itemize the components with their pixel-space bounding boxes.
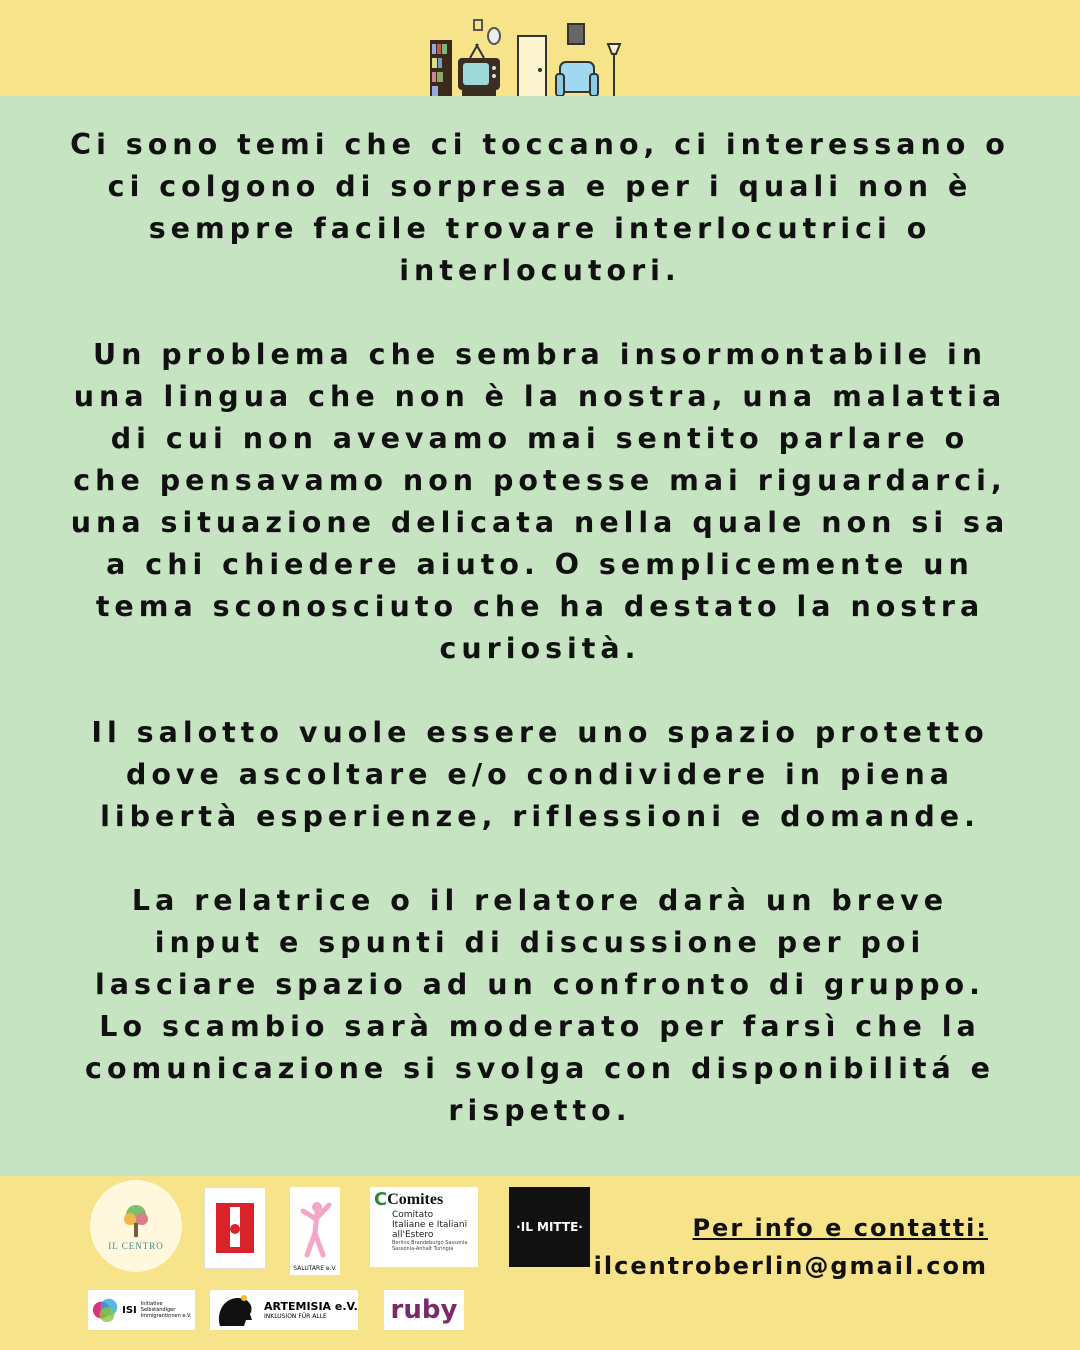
contact-title: Per info e contatti: xyxy=(692,1214,988,1242)
ruby-label: ruby xyxy=(390,1295,458,1325)
comites-title: Comites xyxy=(387,1190,444,1208)
bookshelf-icon xyxy=(430,40,452,100)
armchair-icon xyxy=(556,62,598,100)
tree-icon xyxy=(116,1201,156,1241)
artemisia-label: ARTEMISIA e.V. xyxy=(264,1300,358,1313)
isi-label: ISI xyxy=(122,1304,137,1316)
paragraph-salotto: Il salotto vuole essere uno spazio protetto dove ascoltare e/o condividere in piena libertà esperienze, riflessioni e domande. xyxy=(91,716,989,833)
donne-mark-icon xyxy=(210,1193,260,1263)
artemisia-sub: INKLUSION FÜR ALLE xyxy=(264,1313,327,1320)
description-text xyxy=(70,124,1010,1174)
paragraph-problems: Un problema che sembra insormontabile in una lingua che non è la nostra, una malattia di cui non avevamo mai sentito parlare o che pensavamo non potesse mai riguardarci, una situazione delicata nella quale non si sa a chi chiedere aiuto. O semplicemente un tema sconosciuto che ha destato la nostra curiosità. xyxy=(70,338,1010,665)
comites-logo xyxy=(370,1187,478,1267)
comites-line5: Sassonia-Anhalt Turingia xyxy=(392,1246,454,1252)
salutare-label: SALUTARE e.V. xyxy=(293,1265,337,1272)
il-mitte-logo xyxy=(509,1187,590,1267)
frame-icon xyxy=(568,24,584,44)
dancer-icon xyxy=(295,1199,335,1265)
mirror-icon xyxy=(488,28,500,44)
floor-lamp-icon xyxy=(608,44,620,100)
contact-email[interactable]: ilcentroberlin@gmail.com xyxy=(593,1252,988,1280)
salutare-logo xyxy=(290,1187,340,1275)
comites-line4: Berlino Brandeburgo Sassonia xyxy=(392,1240,468,1246)
il-mitte-label: ·IL MITTE· xyxy=(516,1220,583,1234)
comites-line3: all'Estero xyxy=(392,1230,434,1240)
isi-sub1: Initiative Selbständiger xyxy=(140,1301,176,1313)
il-centro-label: IL CENTRO xyxy=(108,1241,164,1251)
paragraph-format: La relatrice o il relatore darà un breve input e spunti di discussione per poi lasciare spazio ad un confronto di gruppo. Lo scambio sarà moderato per farsì che la comunicazione si svolga con disponibilitá e rispetto. xyxy=(85,884,995,1127)
comites-line2: Italiane e Italiani xyxy=(392,1220,468,1230)
isi-circles-icon xyxy=(92,1295,120,1325)
il-centro-logo xyxy=(90,1180,182,1272)
isi-sub2: Immigrantinnen e.V. xyxy=(140,1313,192,1319)
door-icon xyxy=(518,36,546,100)
donne-logo xyxy=(204,1187,266,1269)
isi-logo xyxy=(88,1290,195,1330)
ruby-logo xyxy=(384,1290,464,1330)
living-room-illustration xyxy=(420,14,630,106)
comites-c-icon: C xyxy=(374,1189,388,1210)
frame-icon xyxy=(474,20,482,30)
tv-icon xyxy=(458,44,500,100)
paragraph-intro: Ci sono temi che ci toccano, ci interessano o ci colgono di sorpresa e per i quali non è sempre facile trovare interlocutrici o interlocutori. xyxy=(70,128,1010,287)
artemisia-logo xyxy=(210,1290,358,1330)
comites-line1: Comitato xyxy=(392,1210,434,1220)
head-icon xyxy=(214,1292,258,1328)
